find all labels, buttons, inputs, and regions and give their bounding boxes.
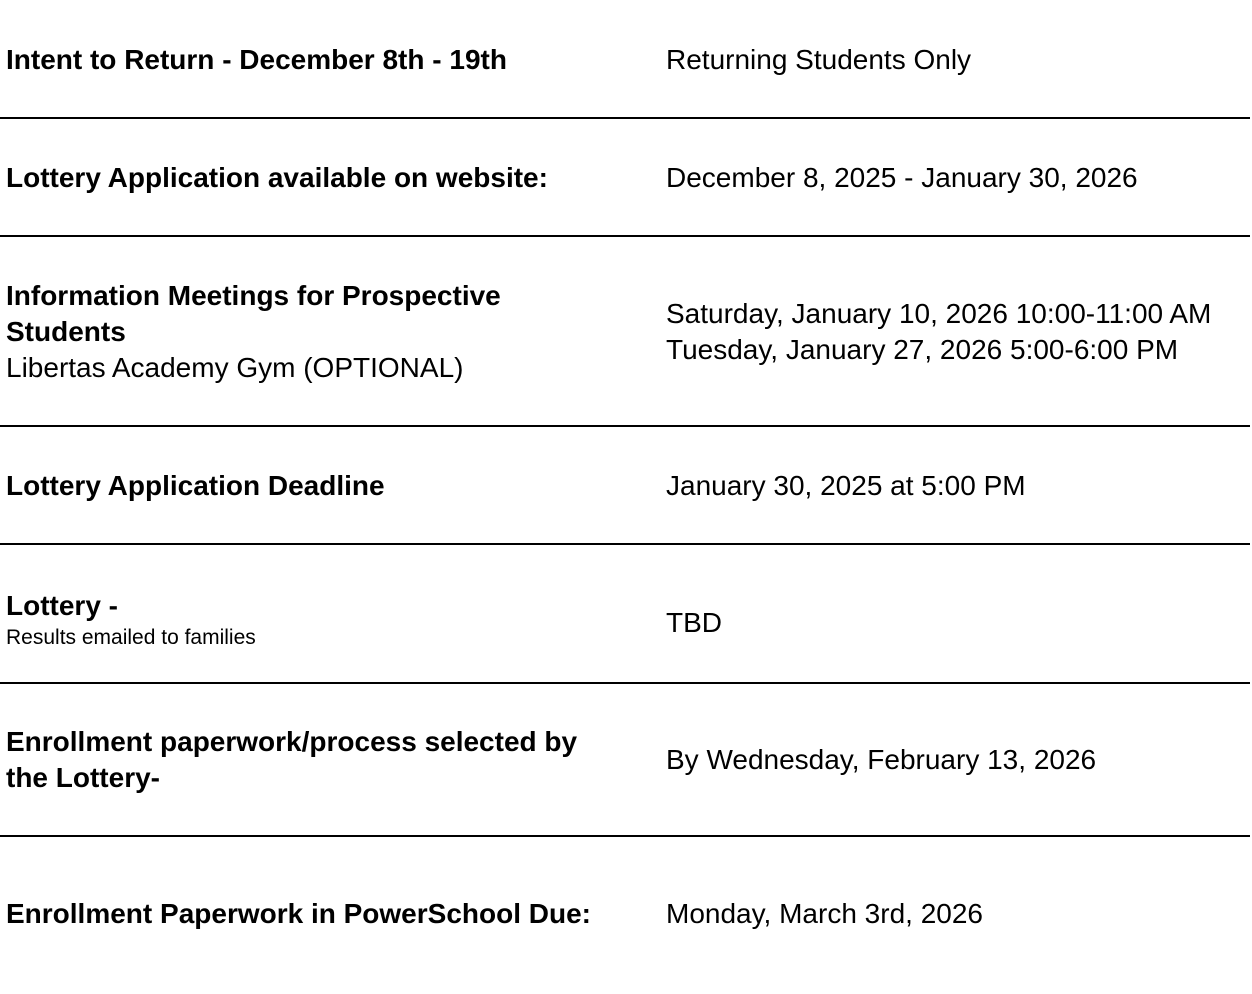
row-date-2: Tuesday, January 27, 2026 5:00-6:00 PM (666, 334, 1179, 365)
schedule-row-application-available (0, 119, 1250, 237)
row-title: Enrollment paperwork/process selected by the Lottery- (6, 726, 578, 793)
row-date: By Wednesday, February 13, 2026 (666, 744, 1097, 775)
row-subtitle: Libertas Academy Gym (OPTIONAL) (6, 352, 464, 383)
row-date: TBD (666, 607, 722, 638)
row-label (6, 42, 626, 78)
row-label (6, 160, 626, 196)
row-label (6, 588, 626, 652)
row-title: Lottery Application available on website: (6, 162, 548, 193)
row-date: December 8, 2025 - January 30, 2026 (666, 162, 1138, 193)
row-title: Information Meetings for Prospective Students (6, 280, 501, 347)
schedule-row-powerschool-due (0, 837, 1250, 994)
row-date: January 30, 2025 at 5:00 PM (666, 470, 1026, 501)
row-value (666, 296, 1252, 368)
row-title: Intent to Return - December 8th - 19th (6, 44, 507, 75)
row-value (666, 896, 1252, 932)
row-value (666, 42, 1252, 78)
schedule-row-application-deadline (0, 427, 1250, 545)
row-title: Enrollment Paperwork in PowerSchool Due: (6, 898, 591, 929)
row-label (6, 724, 626, 796)
row-date: Returning Students Only (666, 44, 972, 75)
row-value (666, 468, 1252, 504)
schedule-row-lottery (0, 545, 1250, 684)
row-title: Lottery Application Deadline (6, 470, 385, 501)
row-value (666, 742, 1252, 778)
schedule-row-intent-to-return (0, 0, 1250, 119)
schedule-row-enrollment-process (0, 684, 1250, 837)
row-label (6, 468, 626, 504)
row-label (6, 278, 626, 386)
row-subtitle: Results emailed to families (6, 626, 256, 649)
row-title: Lottery - (6, 590, 118, 621)
row-value (666, 160, 1252, 196)
row-date: Monday, March 3rd, 2026 (666, 898, 983, 929)
row-date-1: Saturday, January 10, 2026 10:00-11:00 AM (666, 298, 1212, 329)
row-label (6, 896, 626, 932)
schedule-row-information-meetings (0, 237, 1250, 427)
row-value (666, 605, 1252, 641)
